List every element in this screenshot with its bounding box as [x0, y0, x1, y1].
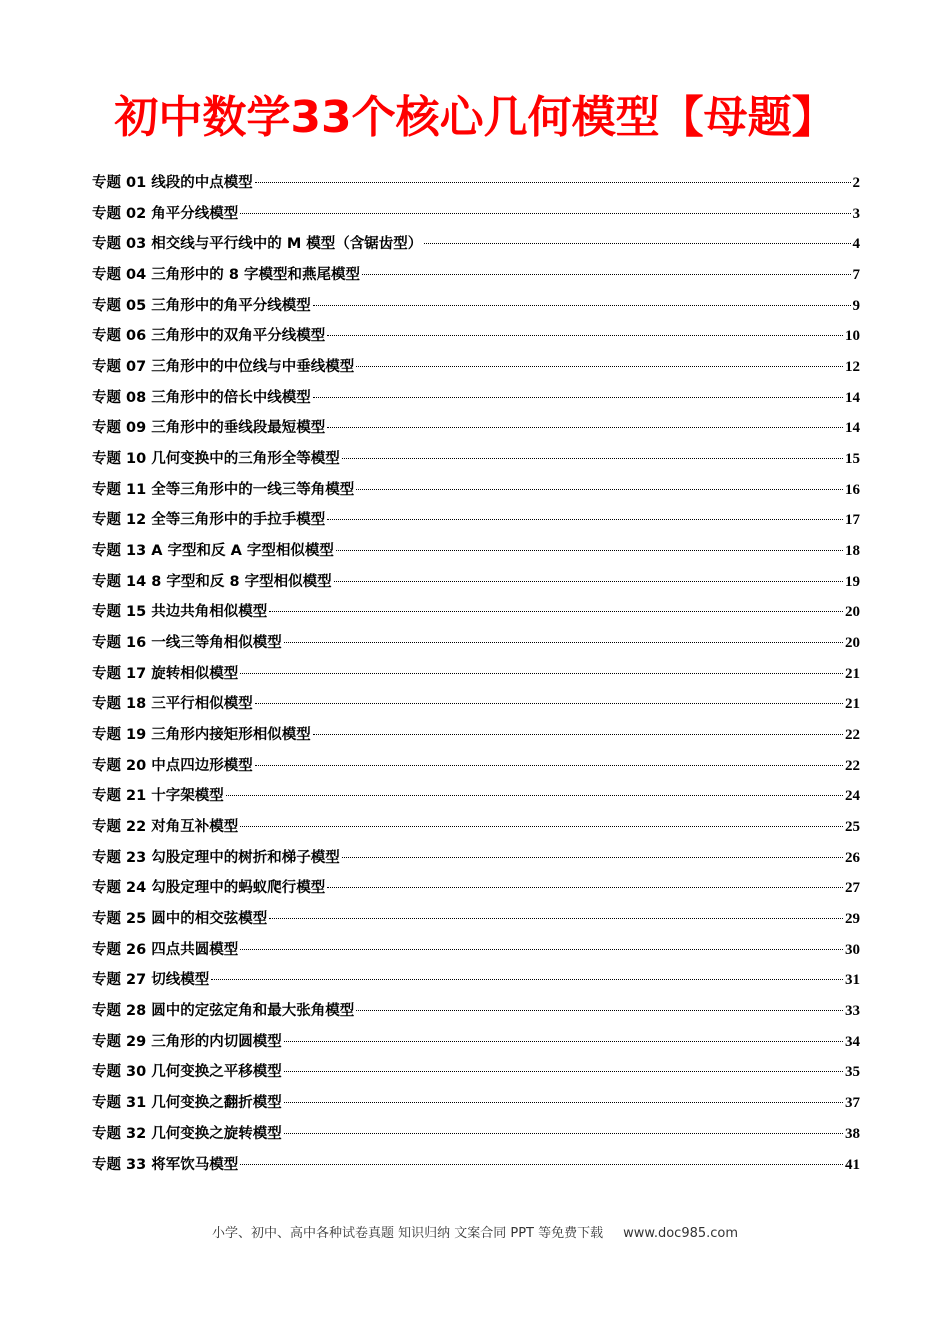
toc-entry[interactable] [92, 229, 860, 260]
toc-entry-page-number: 22 [845, 727, 860, 744]
toc-dot-leader [356, 366, 843, 367]
toc-entry-label: 专题 15 共边共角相似模型 [92, 604, 268, 621]
toc-entry-page-number: 21 [845, 696, 860, 713]
toc-dot-leader [240, 213, 850, 214]
toc-dot-leader [240, 1164, 843, 1165]
toc-entry-page-number: 19 [845, 573, 860, 590]
toc-entry-page-number: 24 [845, 788, 860, 805]
toc-entry-page-number: 9 [852, 297, 860, 314]
toc-dot-leader [255, 182, 851, 183]
toc-entry-label: 专题 31 几何变换之翻折模型 [92, 1095, 282, 1112]
toc-entry[interactable] [92, 935, 860, 966]
toc-dot-leader [313, 397, 843, 398]
toc-dot-leader [240, 826, 843, 827]
toc-entry-page-number: 2 [852, 175, 860, 191]
toc-entry-page-number: 27 [845, 880, 860, 897]
toc-entry-page-number: 7 [852, 267, 860, 284]
toc-dot-leader [313, 305, 851, 306]
toc-entry-page-number: 17 [845, 512, 860, 529]
toc-entry-label: 专题 27 切线模型 [92, 972, 210, 989]
toc-dot-leader [226, 795, 843, 796]
toc-entry-page-number: 38 [845, 1125, 860, 1142]
toc-dot-leader [284, 1041, 843, 1042]
toc-entry[interactable] [92, 321, 860, 352]
toc-entry[interactable] [92, 597, 860, 628]
toc-entry[interactable] [92, 996, 860, 1027]
toc-entry[interactable] [92, 751, 860, 782]
toc-entry[interactable] [92, 260, 860, 291]
toc-entry[interactable] [92, 1088, 860, 1119]
toc-entry-label: 专题 10 几何变换中的三角形全等模型 [92, 451, 340, 468]
toc-entry-page-number: 16 [845, 481, 860, 498]
footer-text: 小学、初中、高中各种试卷真题 知识归纳 文案合同 PPT 等免费下载 [211, 1226, 604, 1241]
toc-dot-leader [362, 274, 851, 275]
toc-dot-leader [313, 734, 843, 735]
toc-entry[interactable] [92, 444, 860, 475]
toc-entry-label: 专题 07 三角形中的中位线与中垂线模型 [92, 359, 355, 376]
toc-entry-label: 专题 33 将军饮马模型 [92, 1156, 239, 1173]
toc-dot-leader [327, 427, 843, 428]
toc-dot-leader [424, 243, 850, 244]
toc-entry-label: 专题 12 全等三角形中的手拉手模型 [92, 512, 326, 529]
toc-entry[interactable] [92, 843, 860, 874]
toc-entry[interactable] [92, 291, 860, 322]
toc-dot-leader [356, 489, 843, 490]
footer-url[interactable]: www.doc985.com [623, 1226, 739, 1241]
toc-entry-label: 专题 11 全等三角形中的一线三等角模型 [92, 481, 355, 498]
toc-entry-label: 专题 25 圆中的相交弦模型 [92, 911, 268, 928]
toc-entry-page-number: 10 [845, 328, 860, 345]
toc-entry-page-number: 4 [852, 236, 860, 253]
toc-entry[interactable] [92, 536, 860, 567]
toc-entry-page-number: 31 [845, 972, 860, 989]
toc-dot-leader [255, 703, 843, 704]
toc-entry-page-number: 3 [852, 205, 860, 222]
toc-entry-label: 专题 04 三角形中的 8 字模型和燕尾模型 [92, 267, 360, 284]
toc-entry-label: 专题 01 线段的中点模型 [92, 175, 253, 191]
toc-entry[interactable] [92, 812, 860, 843]
toc-entry-page-number: 14 [845, 389, 860, 406]
toc-entry-page-number: 29 [845, 911, 860, 928]
toc-dot-leader [327, 887, 843, 888]
toc-entry[interactable] [92, 873, 860, 904]
toc-entry[interactable] [92, 199, 860, 230]
toc-entry[interactable] [92, 505, 860, 536]
toc-entry-page-number: 33 [845, 1003, 860, 1020]
toc-dot-leader [356, 1010, 843, 1011]
table-of-contents [92, 168, 860, 1180]
toc-entry-label: 专题 18 三平行相似模型 [92, 696, 253, 713]
toc-dot-leader [255, 765, 843, 766]
toc-entry-label: 专题 26 四点共圆模型 [92, 941, 239, 958]
toc-entry[interactable] [92, 352, 860, 383]
toc-dot-leader [284, 642, 843, 643]
toc-dot-leader [269, 611, 843, 612]
toc-dot-leader [284, 1071, 843, 1072]
toc-entry[interactable] [92, 720, 860, 751]
toc-entry-page-number: 12 [845, 359, 860, 376]
toc-dot-leader [269, 918, 843, 919]
toc-entry-label: 专题 20 中点四边形模型 [92, 757, 253, 774]
toc-entry-label: 专题 02 角平分线模型 [92, 205, 239, 222]
toc-entry-label: 专题 24 勾股定理中的蚂蚁爬行模型 [92, 880, 326, 897]
toc-entry-page-number: 21 [845, 665, 860, 682]
toc-entry-label: 专题 23 勾股定理中的树折和梯子模型 [92, 849, 340, 866]
toc-entry-label: 专题 16 一线三等角相似模型 [92, 635, 282, 652]
toc-entry-page-number: 20 [845, 635, 860, 652]
toc-entry-page-number: 18 [845, 543, 860, 560]
toc-entry-page-number: 22 [845, 757, 860, 774]
toc-entry[interactable] [92, 904, 860, 935]
toc-entry-label: 专题 08 三角形中的倍长中线模型 [92, 389, 311, 406]
toc-entry-page-number: 26 [845, 849, 860, 866]
toc-dot-leader [240, 949, 843, 950]
toc-entry[interactable] [92, 1119, 860, 1150]
toc-entry-page-number: 37 [845, 1095, 860, 1112]
toc-entry-page-number: 25 [845, 819, 860, 836]
toc-entry[interactable] [92, 1057, 860, 1088]
toc-dot-leader [342, 857, 843, 858]
toc-entry-page-number: 15 [845, 451, 860, 468]
toc-entry-label: 专题 19 三角形内接矩形相似模型 [92, 727, 311, 744]
toc-entry-label: 专题 05 三角形中的角平分线模型 [92, 297, 311, 314]
toc-entry[interactable] [92, 413, 860, 444]
toc-entry-page-number: 35 [845, 1064, 860, 1081]
toc-entry-page-number: 20 [845, 604, 860, 621]
toc-entry-label: 专题 09 三角形中的垂线段最短模型 [92, 420, 326, 437]
toc-entry-label: 专题 30 几何变换之平移模型 [92, 1064, 282, 1081]
toc-entry[interactable] [92, 659, 860, 690]
toc-entry-label: 专题 14 8 字型和反 8 字型相似模型 [92, 573, 332, 590]
toc-entry-label: 专题 28 圆中的定弦定角和最大张角模型 [92, 1003, 355, 1020]
toc-entry[interactable] [92, 965, 860, 996]
toc-entry-label: 专题 06 三角形中的双角平分线模型 [92, 328, 326, 345]
toc-entry-label: 专题 17 旋转相似模型 [92, 665, 239, 682]
toc-entry[interactable] [92, 1027, 860, 1058]
toc-dot-leader [284, 1133, 843, 1134]
page-footer [0, 1222, 950, 1241]
toc-entry[interactable] [92, 781, 860, 812]
toc-dot-leader [334, 581, 843, 582]
toc-entry-label: 专题 13 A 字型和反 A 字型相似模型 [92, 543, 334, 560]
toc-entry[interactable] [92, 475, 860, 506]
document-title: 初中数学33个核心几何模型【母题】 [114, 92, 836, 143]
toc-entry-label: 专题 29 三角形的内切圆模型 [92, 1033, 282, 1050]
toc-dot-leader [327, 519, 843, 520]
toc-entry-page-number: 34 [845, 1033, 860, 1050]
toc-entry-page-number: 14 [845, 420, 860, 437]
toc-entry[interactable] [92, 567, 860, 598]
toc-dot-leader [211, 979, 843, 980]
toc-dot-leader [327, 335, 843, 336]
toc-entry-label: 专题 32 几何变换之旋转模型 [92, 1125, 282, 1142]
toc-dot-leader [342, 458, 843, 459]
toc-dot-leader [284, 1102, 843, 1103]
toc-entry-label: 专题 03 相交线与平行线中的 M 模型（含锯齿型） [92, 236, 423, 253]
toc-dot-leader [240, 673, 843, 674]
toc-entry[interactable] [92, 689, 860, 720]
toc-entry[interactable] [92, 1150, 860, 1181]
toc-entry[interactable] [92, 383, 860, 414]
toc-entry[interactable] [92, 628, 860, 659]
toc-entry[interactable] [92, 168, 860, 199]
toc-dot-leader [336, 550, 843, 551]
toc-entry-page-number: 30 [845, 941, 860, 958]
toc-entry-page-number: 41 [845, 1156, 860, 1173]
toc-entry-label: 专题 21 十字架模型 [92, 788, 224, 805]
toc-entry-label: 专题 22 对角互补模型 [92, 819, 239, 836]
